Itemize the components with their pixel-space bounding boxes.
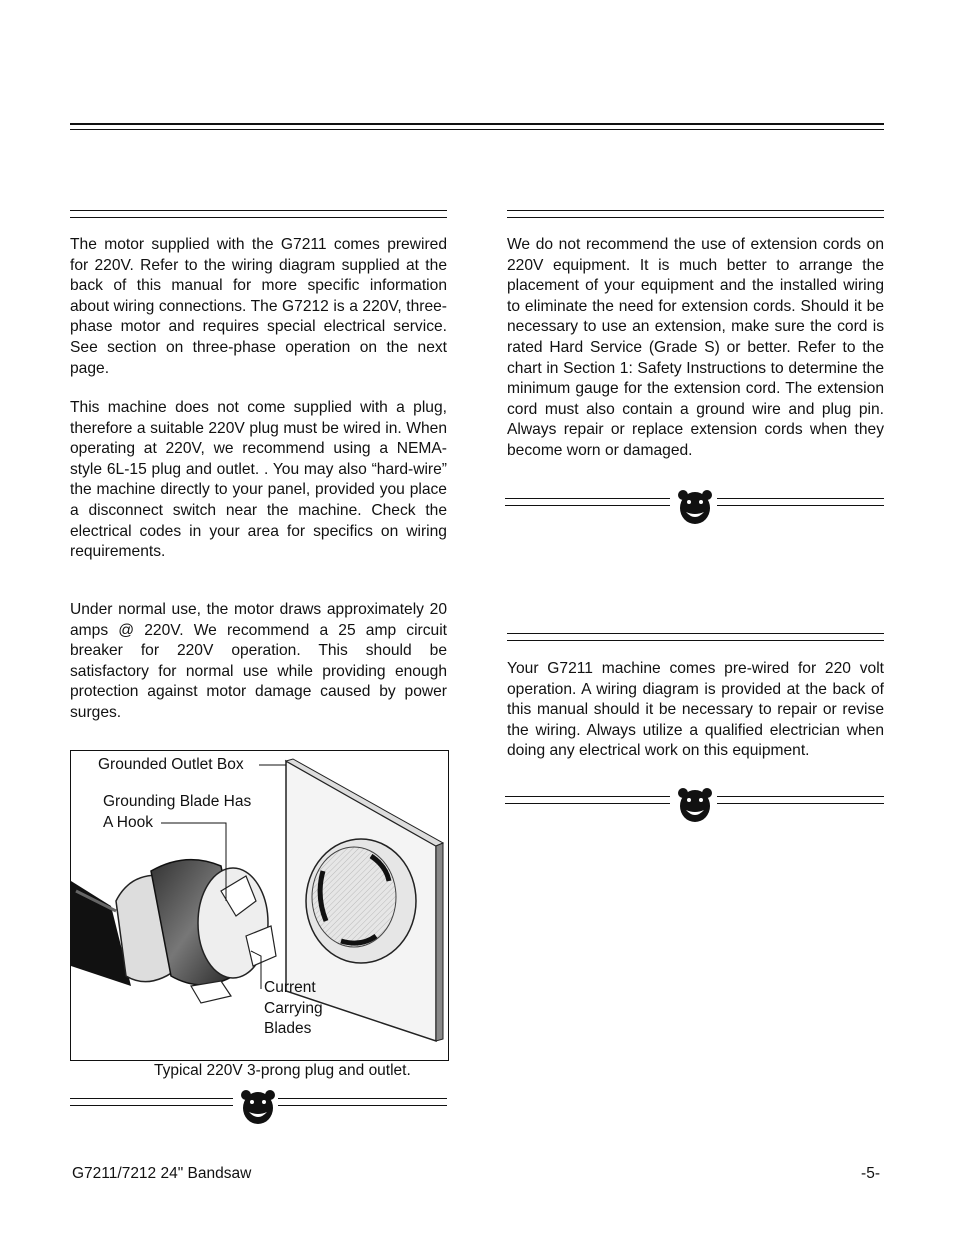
section-rule-left xyxy=(70,210,447,218)
bear-logo-icon xyxy=(239,1088,277,1126)
figure-caption: Typical 220V 3-prong plug and outlet. xyxy=(154,1062,411,1079)
plug-outlet-figure xyxy=(70,750,449,1061)
header-rule xyxy=(70,123,884,130)
plug-paragraph: This machine does not come supplied with a plug, therefore a suitable 220V plug must be wired in. When operating at 220V, we recommend using a NEMA-style 6L-15 plug and outlet. . You may also “hard-wire” the machine directly to your panel, provided you place a disconnect switch near the machine. Check the electrical codes in your area for specifics on wiring requirements. xyxy=(70,399,447,561)
label-current-1: Current xyxy=(264,979,316,996)
motor-paragraph: The motor supplied with the G7211 comes prewired for 220V. Refer to the wiring diagram supplied at the back of this manual for more specific information about wiring connections. The G7212 is a 220V, three-phase motor and requires special electrical service. See section on three-phase operation on the next page. xyxy=(70,236,447,377)
section-rule-extension xyxy=(507,210,884,218)
wiring-end-divider xyxy=(505,786,884,826)
extension-end-divider xyxy=(505,488,884,528)
label-grounding-blade-1: Grounding Blade Has xyxy=(103,793,252,810)
footer-title: G7211/7212 24" Bandsaw xyxy=(72,1165,252,1182)
label-grounding-blade-2: A Hook xyxy=(103,814,153,831)
label-outlet-box: Grounded Outlet Box xyxy=(98,756,244,773)
bear-logo-icon xyxy=(676,488,714,526)
left-column-end-divider xyxy=(70,1088,447,1128)
page-number: -5- xyxy=(861,1165,880,1182)
extension-cord-paragraph: We do not recommend the use of extension cords on 220V equipment. It is much better to arrange the placement of your equipment and the installed wiring to eliminate the need for extension cords. Should it be necessary to use an extension, make sure the cord is rated Hard Service (Grade S) or better. Refer to the chart in Section 1: Safety Instructions to determine the minimum gauge for the extension cord. The extension cord must also contain a ground wire and plug pin. Always repair or replace extension cords when they become worn or damaged. xyxy=(507,236,884,459)
bear-logo-icon xyxy=(676,786,714,824)
wiring-paragraph: Your G7211 machine comes pre-wired for 220 volt operation. A wiring diagram is provided at the back of this manual should it be necessary to repair or revise the wiring. Always utilize a qualified electrician when doing any electrical work on this equipment. xyxy=(507,660,884,760)
amps-paragraph: Under normal use, the motor draws approximately 20 amps @ 220V. We recommend a 25 amp circuit breaker for 220V operation. This should be satisfactory for normal use while providing enough protection against motor damage caused by power surges. xyxy=(70,601,447,721)
section-rule-wiring xyxy=(507,633,884,641)
label-current-3: Blades xyxy=(264,1020,312,1037)
label-current-2: Carrying xyxy=(264,1000,323,1017)
